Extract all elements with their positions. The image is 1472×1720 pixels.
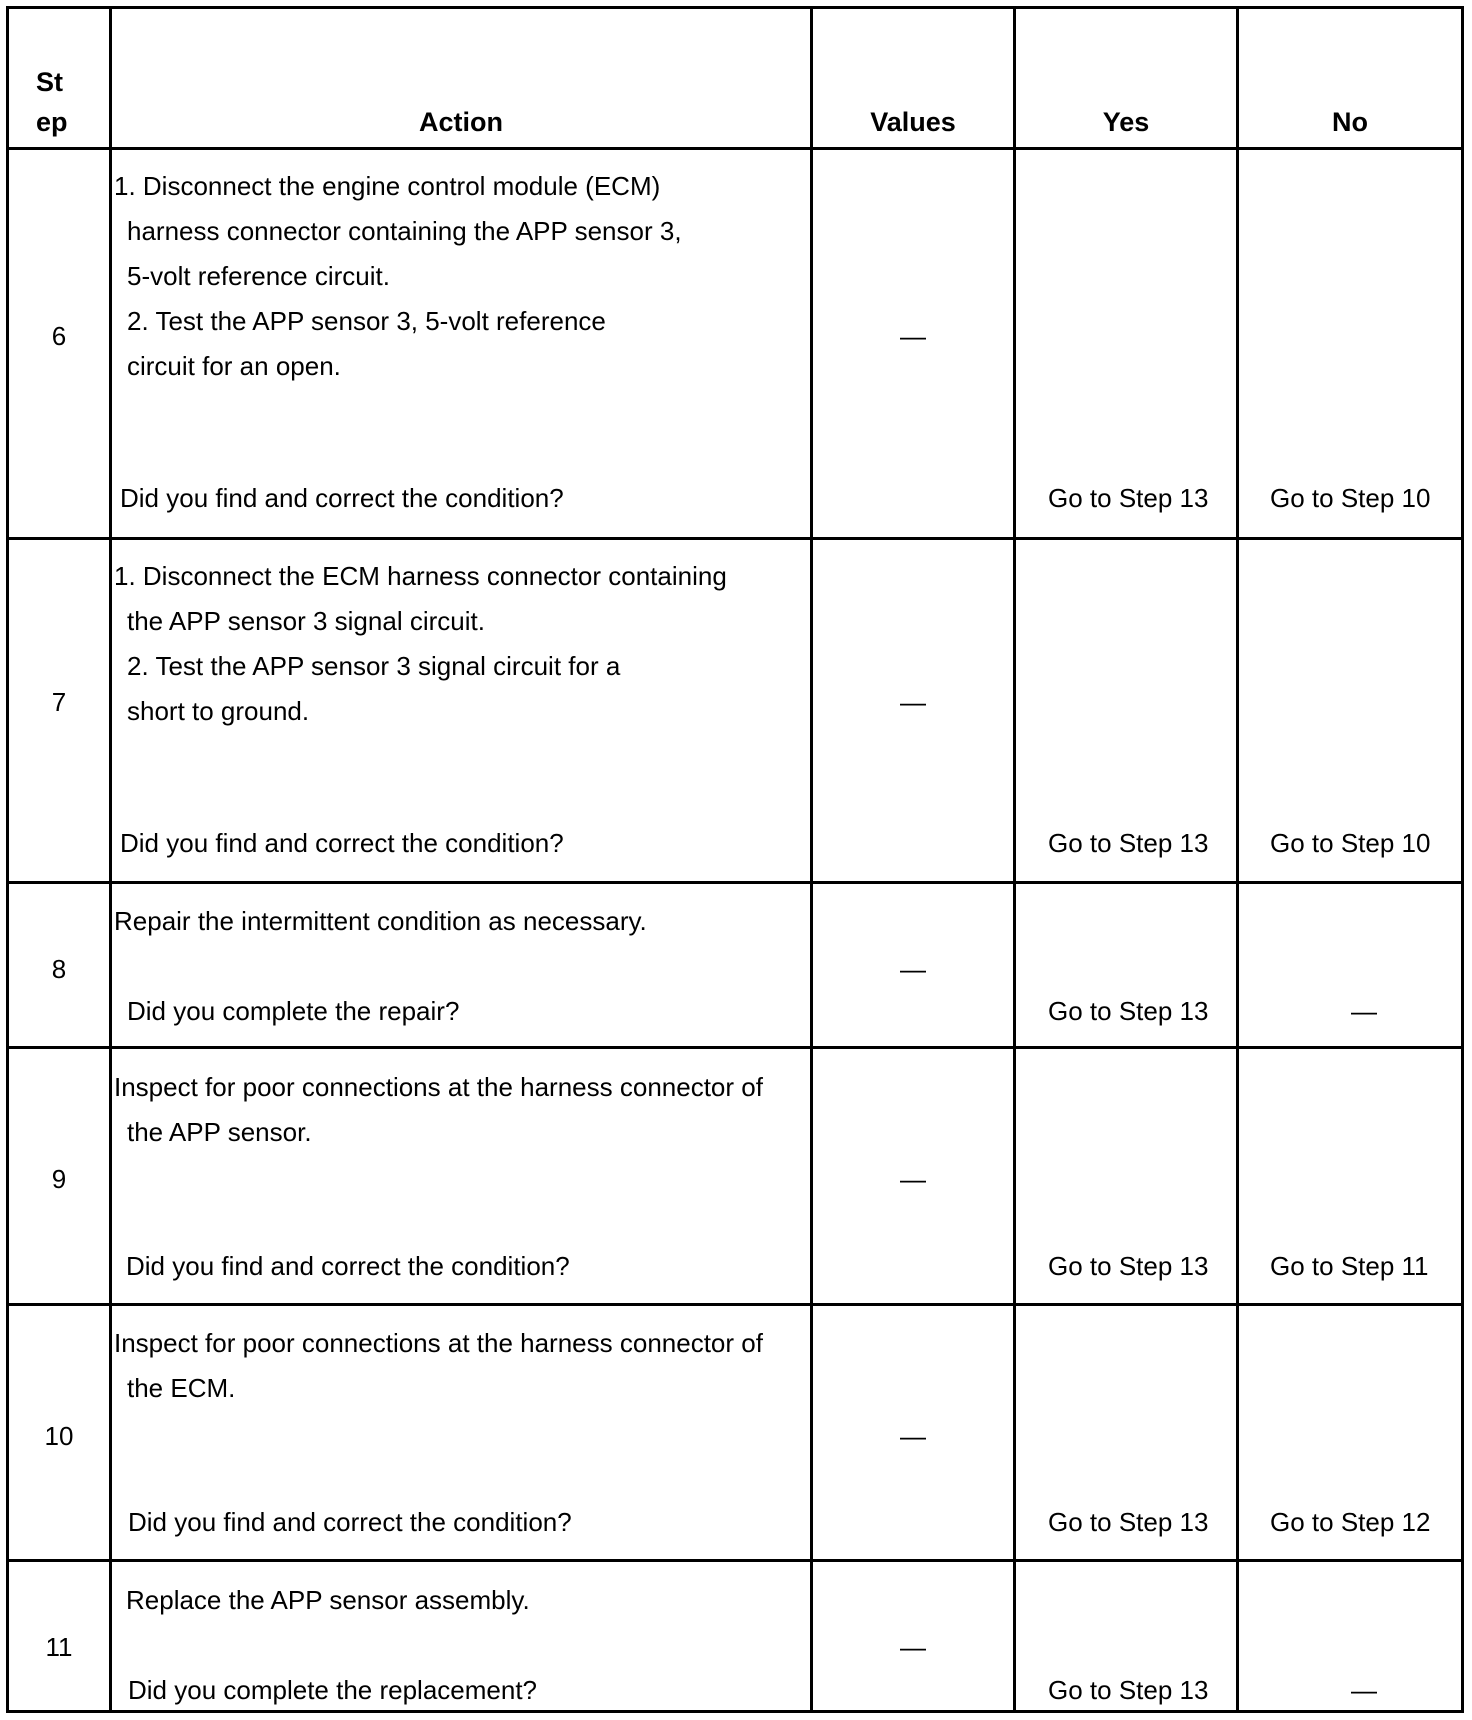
action-text: the APP sensor.	[127, 1117, 312, 1147]
action-text: 2. Test the APP sensor 3, 5-volt reference	[127, 306, 606, 336]
no-cell: —	[1351, 1675, 1377, 1705]
row-divider	[6, 1559, 1464, 1562]
action-text: short to ground.	[127, 696, 310, 726]
value-cell: —	[900, 1421, 926, 1451]
table-border-bottom	[6, 1710, 1464, 1713]
column-divider	[109, 6, 112, 1713]
action-question: Did you find and correct the condition?	[128, 1507, 572, 1537]
action-text: 5-volt reference circuit.	[127, 261, 390, 291]
row-divider	[6, 881, 1464, 884]
value-cell: —	[900, 687, 926, 717]
yes-cell: Go to Step 13	[1048, 483, 1209, 513]
row-divider	[6, 1303, 1464, 1306]
column-divider	[1236, 6, 1239, 1713]
header-step-line-2: ep	[36, 107, 68, 137]
table-border-right	[1461, 6, 1464, 1713]
value-cell: —	[900, 1632, 926, 1662]
yes-cell: Go to Step 13	[1048, 1507, 1209, 1537]
step-number: 9	[51, 1164, 67, 1194]
value-cell: —	[900, 321, 926, 351]
no-cell: —	[1351, 996, 1377, 1026]
no-cell: Go to Step 10	[1270, 483, 1431, 513]
action-text: the APP sensor 3 signal circuit.	[127, 606, 485, 636]
no-cell: Go to Step 12	[1270, 1507, 1431, 1537]
yes-cell: Go to Step 13	[1048, 1675, 1209, 1705]
row-divider	[6, 1046, 1464, 1049]
action-question: Did you complete the repair?	[127, 996, 460, 1026]
row-divider	[6, 147, 1464, 150]
yes-cell: Go to Step 13	[1048, 1251, 1209, 1281]
column-divider	[1013, 6, 1016, 1713]
yes-cell: Go to Step 13	[1048, 996, 1209, 1026]
action-text: Replace the APP sensor assembly.	[126, 1585, 530, 1615]
action-question: Did you find and correct the condition?	[120, 828, 564, 858]
header-yes: Yes	[1102, 107, 1150, 137]
action-text: circuit for an open.	[127, 351, 341, 381]
table-border-left	[6, 6, 9, 1713]
yes-cell: Go to Step 13	[1048, 828, 1209, 858]
table-border-top	[6, 6, 1464, 9]
header-values: Values	[870, 107, 956, 137]
action-text: the ECM.	[127, 1373, 236, 1403]
no-cell: Go to Step 11	[1270, 1251, 1429, 1281]
value-cell: —	[900, 1164, 926, 1194]
action-text: 1. Disconnect the ECM harness connector containing	[114, 561, 727, 591]
column-divider	[810, 6, 813, 1713]
diagnostic-table	[6, 6, 1464, 1713]
step-number: 6	[51, 321, 67, 351]
value-cell: —	[900, 954, 926, 984]
step-number: 11	[45, 1632, 73, 1662]
header-no: No	[1332, 107, 1368, 137]
header-step-line-1: St	[36, 67, 63, 97]
action-text: Inspect for poor connections at the harness connector of	[114, 1328, 763, 1358]
action-question: Did you find and correct the condition?	[120, 483, 564, 513]
step-number: 7	[51, 687, 67, 717]
action-question: Did you find and correct the condition?	[126, 1251, 570, 1281]
action-text: Inspect for poor connections at the harness connector of	[114, 1072, 763, 1102]
action-text: 2. Test the APP sensor 3 signal circuit for a	[127, 651, 621, 681]
action-text: harness connector containing the APP sensor 3,	[127, 216, 682, 246]
no-cell: Go to Step 10	[1270, 828, 1431, 858]
action-text: 1. Disconnect the engine control module (ECM)	[114, 171, 661, 201]
action-question: Did you complete the replacement?	[128, 1675, 538, 1705]
header-action: Action	[419, 107, 503, 137]
action-text: Repair the intermittent condition as necessary.	[114, 906, 647, 936]
step-number: 10	[44, 1421, 74, 1451]
row-divider	[6, 537, 1464, 540]
step-number: 8	[51, 954, 67, 984]
